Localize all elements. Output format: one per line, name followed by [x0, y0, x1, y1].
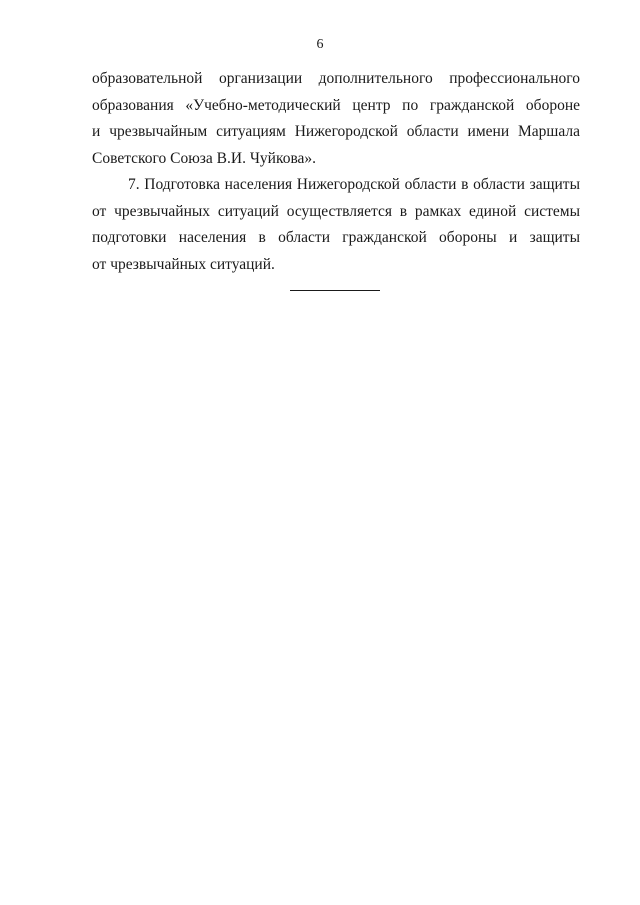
paragraph-2-line-4: от чрезвычайных ситуаций. — [92, 255, 275, 273]
document-body — [92, 66, 580, 278]
paragraph-1-line-4: Советского Союза В.И. Чуйкова». — [92, 149, 317, 167]
end-of-document-rule — [290, 290, 380, 291]
paragraph-1-line-1: образовательной организации дополнительного профессионального — [92, 70, 580, 87]
page-number: 6 — [316, 37, 324, 52]
paragraph-1-line-2: образования «Учебно-методический центр по гражданской обороне — [92, 96, 580, 114]
paragraph-2-line-2: от чрезвычайных ситуаций осуществляется в рамках единой системы — [92, 202, 580, 220]
paragraph-2-line-1: 7. Подготовка населения Нижегородской области в области защиты — [128, 176, 580, 193]
paragraph-1-line-3: и чрезвычайным ситуациям Нижегородской области имени Маршала — [92, 123, 580, 140]
paragraph-2-line-3: подготовки населения в области гражданской обороны и защиты — [92, 229, 580, 246]
